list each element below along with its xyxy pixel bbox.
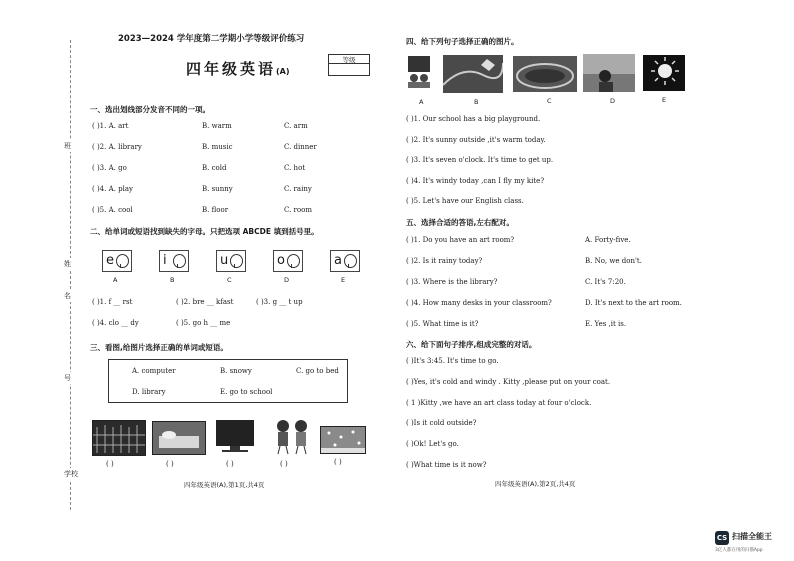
sentence-item[interactable]: ( )3. It's seven o'clock. It's time to get up.: [406, 156, 554, 164]
computer-image: [212, 418, 262, 454]
answer-item: A. Forty-five.: [585, 236, 631, 244]
magnifier-icon: [173, 254, 186, 268]
card-label: A: [113, 276, 118, 284]
option-d: D. library: [132, 388, 166, 396]
question-item[interactable]: ( )1. Do you have an art room?: [406, 236, 515, 244]
question-item[interactable]: ( )2. Is it rainy today?: [406, 257, 483, 265]
option-b-text: B. sunny: [202, 185, 233, 193]
answer-item: B. No, we don't.: [585, 257, 642, 265]
letter-text: a: [334, 253, 342, 268]
letter-card: [330, 250, 360, 272]
option-e: E. go to school: [220, 388, 273, 396]
option-c-text: C. arm: [284, 122, 308, 130]
binding-label-5: 学校: [64, 470, 78, 478]
subject-title: [186, 58, 290, 79]
pic-label-e: E: [662, 96, 667, 104]
section6-title: 六、给下面句子排序,组成完整的对话。: [406, 340, 537, 349]
pic-label-d: D: [610, 97, 616, 105]
answer-item: D. It's next to the art room.: [585, 299, 682, 307]
camscanner-logo: CS: [715, 531, 729, 545]
fill-letter-item[interactable]: ( )5. go h __ me: [176, 319, 231, 327]
magnifier-icon: [230, 254, 243, 268]
letter-card: [273, 250, 303, 272]
option-a: A. computer: [132, 367, 176, 375]
sentence-item[interactable]: ( )4. It's windy today ,can I fly my kite?: [406, 176, 545, 185]
camscanner-tagline: 3亿人都在用的扫描App: [715, 548, 763, 553]
bed-sleeping-image: [152, 421, 206, 455]
binding-label-3: 名: [64, 292, 71, 300]
section5-title: 五、选择合适的答语,左右配对。: [406, 218, 514, 227]
letter-text: e: [106, 253, 114, 268]
card-label: B: [170, 276, 175, 284]
fill-letter-item[interactable]: ( )3. g __ t up: [256, 298, 303, 306]
question-item[interactable]: ( )3. A. go: [92, 164, 127, 172]
card-label: E: [341, 276, 346, 284]
binding-label-4: 号: [64, 374, 71, 382]
kids-go-to-school-image: [268, 416, 316, 456]
magnifier-icon: [116, 254, 129, 268]
option-b-text: B. floor: [202, 206, 229, 214]
option-c-text: C. room: [284, 206, 312, 214]
magnifier-icon: [344, 254, 357, 268]
letter-text: u: [220, 253, 229, 268]
section2-title: 二、给单词或短语找到缺失的字母。只把选项 ABCDE 填到括号里。: [90, 227, 319, 236]
option-b-text: B. cold: [202, 164, 227, 172]
subject-suffix: (A): [276, 67, 290, 76]
letter-card: [216, 250, 246, 272]
library-shelves-image: [92, 420, 146, 456]
option-c: C. go to bed: [296, 367, 339, 375]
windy-kite-image: [443, 55, 503, 93]
blank-1[interactable]: ( ): [106, 460, 114, 468]
dialogue-item[interactable]: ( )It's 3:45. It's time to go.: [406, 357, 499, 365]
exam-title: 2023—2024 学年度第二学期小学等级评价练习: [118, 34, 305, 44]
blank-3[interactable]: ( ): [226, 460, 234, 468]
grade-box: [328, 54, 370, 76]
grade-box-label: 等级: [329, 55, 369, 64]
option-b: B. snowy: [220, 367, 252, 375]
blank-5[interactable]: ( ): [334, 458, 342, 466]
dialogue-item[interactable]: ( )What time is it now?: [406, 461, 487, 469]
question-item[interactable]: ( )5. What time is it?: [406, 320, 479, 328]
section3-title: 三、看图,给图片选择正确的单词或短语。: [90, 343, 228, 352]
blank-4[interactable]: ( ): [280, 460, 288, 468]
option-c-text: C. rainy: [284, 185, 312, 193]
dialogue-item[interactable]: ( )Is it cold outside?: [406, 419, 477, 428]
sentence-item[interactable]: ( )1. Our school has a big playground.: [406, 115, 541, 123]
footer-left: 四年级英语(A),第1页,共4页: [184, 481, 265, 489]
letter-card: [159, 250, 189, 272]
blank-2[interactable]: ( ): [166, 460, 174, 468]
question-item[interactable]: ( )4. How many desks in your classroom?: [406, 299, 552, 307]
snowy-image: [320, 426, 366, 454]
option-b-text: B. music: [202, 143, 233, 151]
question-item[interactable]: ( )1. A. art: [92, 122, 129, 130]
pic-label-a: A: [419, 98, 424, 106]
letter-text: i: [163, 253, 167, 268]
playground-image: [513, 56, 577, 92]
binding-label-2: 姓: [64, 260, 71, 268]
camscanner-name: 扫描全能王: [732, 532, 772, 541]
get-up-image: [583, 54, 635, 92]
pic-label-b: B: [474, 98, 479, 106]
question-item[interactable]: ( )5. A. cool: [92, 206, 133, 214]
right-page: [397, 0, 794, 561]
dialogue-item[interactable]: ( )Ok! Let's go.: [406, 440, 459, 449]
magnifier-icon: [287, 254, 300, 268]
pic-label-c: C: [547, 97, 552, 105]
question-item[interactable]: ( )4. A. play: [92, 185, 133, 193]
answer-item: C. It's 7:20.: [585, 278, 626, 286]
section1-title: 一、选出划线部分发音不同的一项。: [90, 105, 210, 114]
footer-right: 四年级英语(A),第2页,共4页: [495, 480, 576, 488]
card-label: D: [284, 276, 290, 284]
dialogue-item[interactable]: ( 1 )Kitty ,we have an art class today at four o'clock.: [406, 398, 592, 407]
sunny-image: [643, 55, 685, 91]
card-label: C: [227, 276, 232, 284]
option-c-text: C. hot: [284, 164, 306, 172]
fill-letter-item[interactable]: ( )1. f __ rst: [92, 298, 133, 306]
option-c-text: C. dinner: [284, 143, 317, 151]
answer-item: E. Yes ,it is.: [585, 320, 627, 328]
dialogue-item[interactable]: ( )Yes, it's cold and windy . Kitty ,please put on your coat.: [406, 377, 611, 386]
section4-title: 四、给下列句子选择正确的图片。: [406, 37, 519, 46]
question-item[interactable]: ( )3. Where is the library?: [406, 278, 498, 286]
english-class-image: [406, 54, 432, 90]
binding-label-1: 班: [64, 142, 71, 150]
fill-letter-item[interactable]: ( )4. clo __ dy: [92, 319, 139, 327]
letter-text: o: [277, 253, 285, 268]
sentence-item[interactable]: ( )5. Let's have our English class.: [406, 197, 524, 205]
subject-title-text: 四年级英语: [186, 60, 277, 78]
option-b-text: B. warm: [202, 122, 232, 130]
letter-card: [102, 250, 132, 272]
binding-line: [70, 40, 71, 510]
fill-letter-item[interactable]: ( )2. bre __ kfast: [176, 298, 234, 306]
question-item[interactable]: ( )2. A. library: [92, 143, 142, 151]
sentence-item[interactable]: ( )2. It's sunny outside ,it's warm today.: [406, 135, 546, 144]
